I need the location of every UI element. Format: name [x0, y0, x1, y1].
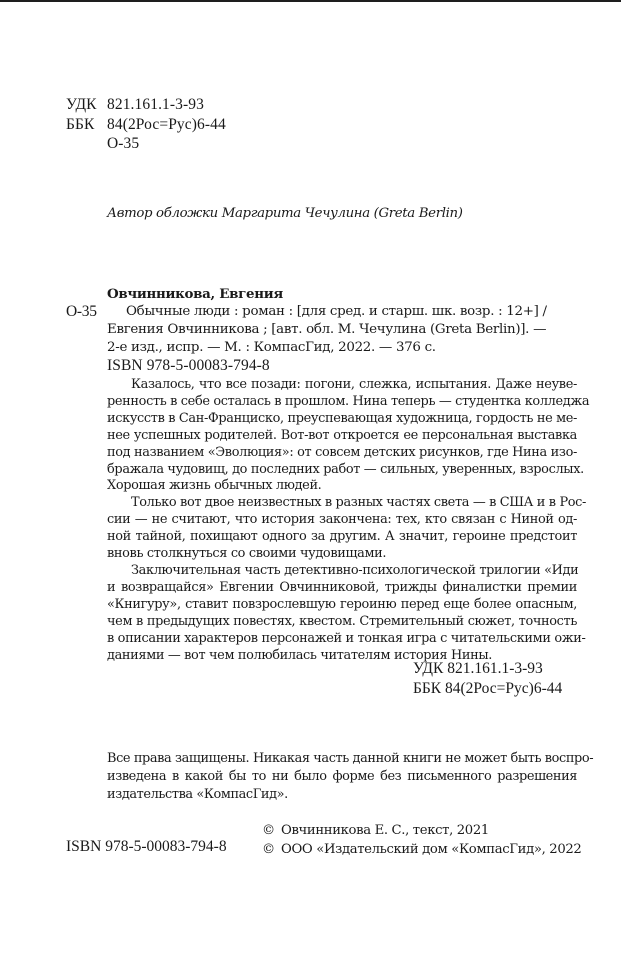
cover-credit: Автор обложки Маргарита Чечулина (Greta Berlin)	[107, 206, 463, 221]
udk-row	[66, 95, 226, 115]
text-line: сии — не считают, что история закончена: тех, кто связан с Ниной од-	[107, 512, 577, 528]
card-author-heading: Овчинникова, Евгения	[107, 286, 284, 302]
copyright-line	[262, 841, 581, 860]
text-line: Хорошая жизнь обычных людей.	[107, 478, 322, 494]
copyright-icon: ©	[262, 823, 275, 838]
text-line: издательства «КомпасГид».	[107, 787, 288, 802]
copyright-line	[262, 822, 581, 841]
text-line: и возвращайся» Евгении Овчинниковой, трижды финалистки премии	[107, 579, 577, 595]
rights-notice	[107, 750, 594, 804]
card-title-line: Обычные люди : роман : [для сред. и старш. шк. возр. : 12+] /	[126, 304, 547, 319]
annotation	[107, 377, 590, 664]
text-line: «Книгуру», ставит повзрослевшую героиню перед еще более опасным,	[107, 596, 577, 612]
annotation-paragraph	[107, 562, 586, 664]
bbk-row	[66, 115, 226, 135]
copyright-icon: ©	[262, 841, 275, 857]
card-author-mark: О-35	[66, 303, 97, 320]
text-line: ренность в себе осталась в прошлом. Нина теперь — студентка колледжа	[107, 393, 590, 409]
copyright-text: Овчинникова Е. С., текст, 2021	[281, 823, 489, 838]
catalog-card	[66, 285, 586, 375]
text-line: Казалось, что все позади: погони, слежка, испытания. Даже неуве-	[131, 377, 577, 392]
annotation-paragraph	[107, 495, 587, 563]
top-border	[0, 0, 621, 2]
text-line: даниями — вот чем полюбилась читателям история Нины.	[107, 647, 492, 663]
copyright-notices	[262, 822, 581, 859]
bbk-label: ББК	[66, 115, 95, 133]
udk-bottom: УДК 821.161.1-3-93	[413, 660, 543, 677]
bbk-value: 84(2Рос=Рус)6-44	[107, 115, 226, 133]
annotation-paragraph	[107, 377, 590, 495]
text-line: изведена в какой бы то ни было форме без письменного разрешения	[107, 769, 577, 784]
classification-codes-bottom	[413, 659, 562, 699]
author-mark: О-35	[107, 135, 140, 152]
text-line: вновь столкнуться со своими чудовищами.	[107, 546, 387, 562]
author-mark-row	[66, 134, 226, 154]
text-line: чем в предыдущих повестях, квестом. Стремительный сюжет, точность	[107, 613, 577, 629]
text-line: искусств в Сан-Франциско, преуспевающая художница, гордость не ме-	[107, 410, 578, 426]
text-line: в описании характеров персонажей и тонкая игра с читательскими ожи-	[107, 630, 586, 646]
text-line: Только вот двое неизвестных в разных частях света — в США и в Рос-	[131, 495, 587, 511]
card-edition-line: 2-е изд., испр. — М. : КомпасГид, 2022. — 376 с.	[107, 340, 436, 355]
text-line: Все права защищены. Никакая часть данной книги не может быть воспро-	[107, 751, 594, 766]
card-responsibility-line: Евгения Овчинникова ; [авт. обл. М. Чечулина (Greta Berlin)]. —	[107, 322, 547, 337]
copyright-text: ООО «Издательский дом «КомпасГид», 2022	[281, 841, 582, 857]
udk-value: 821.161.1-3-93	[107, 96, 204, 113]
bbk-bottom: ББК 84(2Рос=Рус)6-44	[413, 679, 563, 697]
card-isbn-line: ISBN 978-5-00083-794-8	[107, 357, 270, 374]
text-line: под названием «Эволюция»: от совсем детских рисунков, где Нина изо-	[107, 444, 577, 460]
text-line: Заключительная часть детективно-психологической трилогии «Иди	[131, 562, 579, 578]
udk-label: УДК	[66, 96, 97, 113]
classification-codes-top	[66, 95, 226, 154]
isbn: ISBN 978-5-00083-794-8	[66, 838, 227, 855]
text-line: бражала чудовищ, до последних работ — сильных, уверенных, взрослых.	[107, 461, 584, 477]
text-line: нее успешных родителей. Вот-вот откроется ее персональная выставка	[107, 427, 577, 443]
text-line: ной тайной, похищают одного за другим. А значит, героине предстоит	[107, 529, 577, 545]
